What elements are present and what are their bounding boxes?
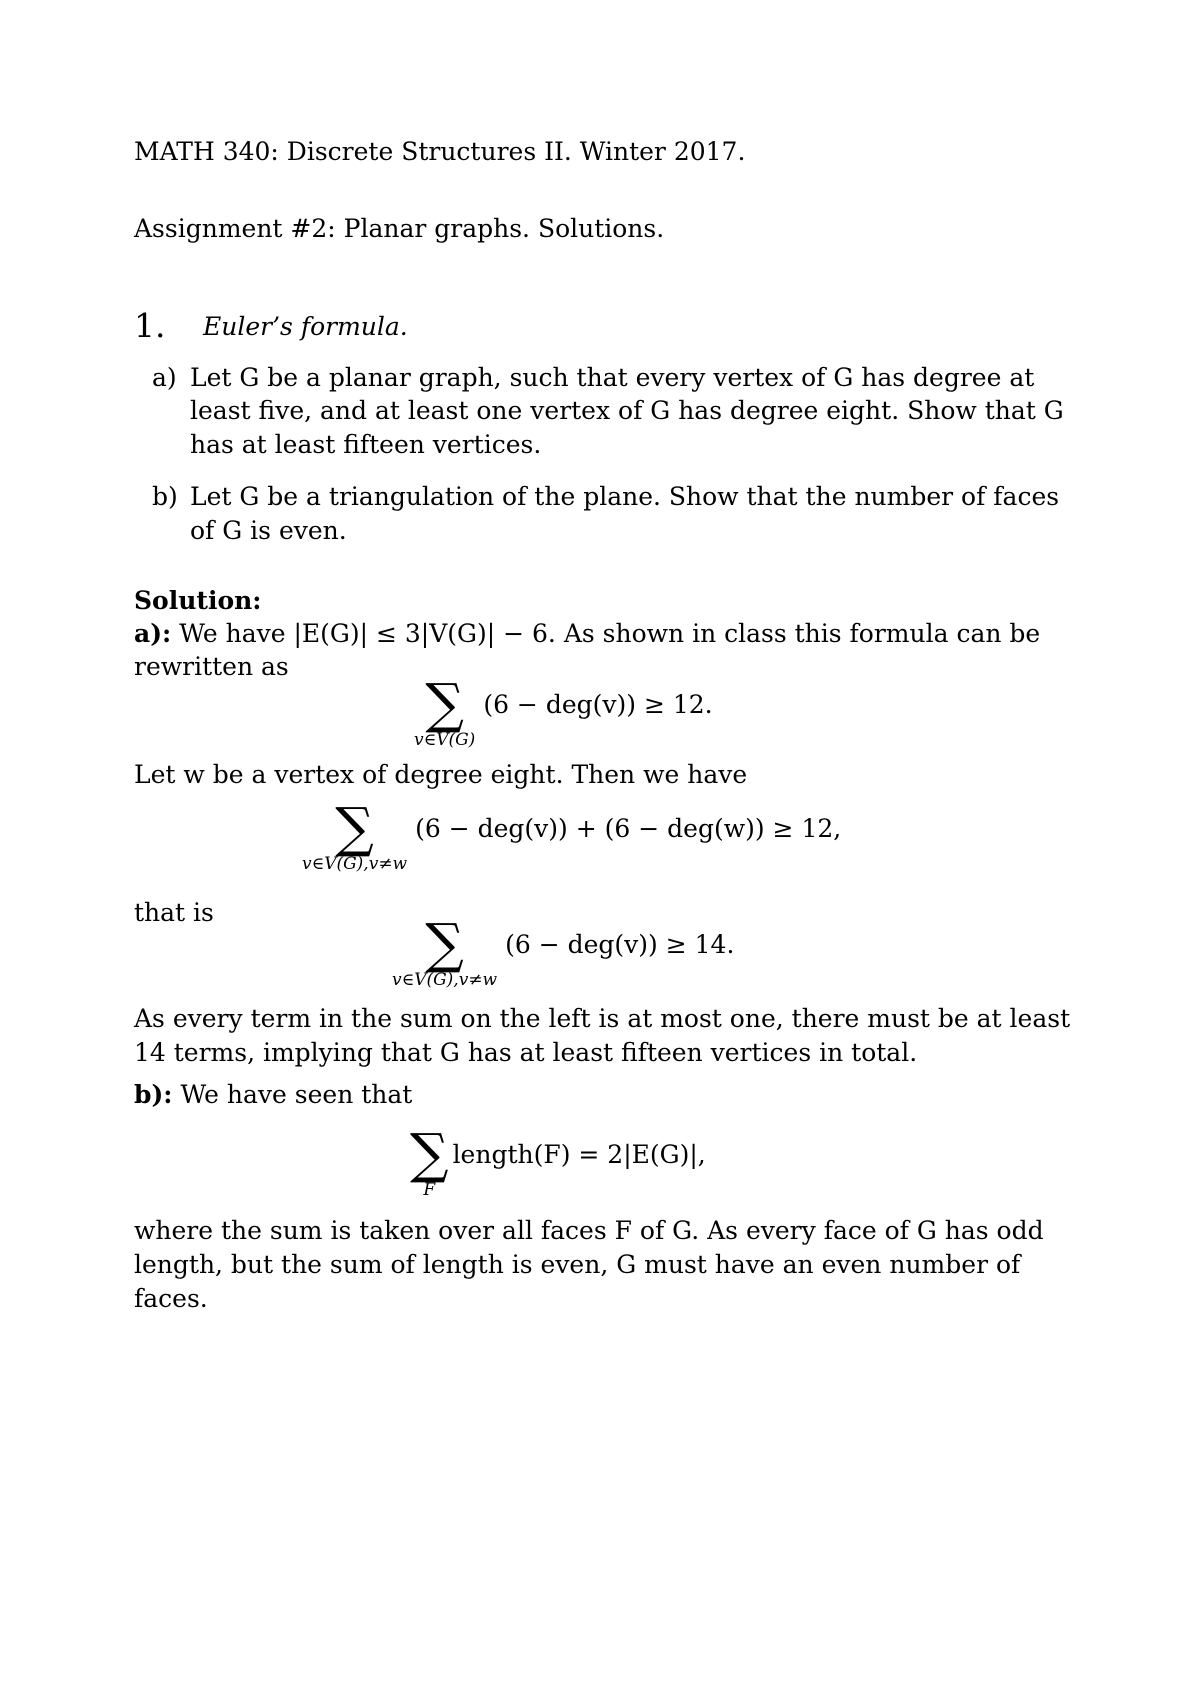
course-title: MATH 340: Discrete Structures II. Winter 2017. (134, 137, 746, 166)
equation-3 (392, 912, 735, 990)
solution-a-line-5: As every term in the sum on the left is at most one, there must be at least (134, 1004, 1071, 1033)
problem-number: 1. (134, 306, 166, 345)
equation-2-sum: ∑ (335, 796, 374, 859)
solution-a-line-1 (134, 619, 1040, 649)
solution-b-label: b): (134, 1080, 173, 1109)
solution-a-line-4: that is (134, 898, 214, 927)
problem-title: Euler’s formula. (203, 312, 408, 341)
equation-1-expression: (6 − deg(v)) ≥ 12. (483, 690, 713, 719)
solution-b-line-2: where the sum is taken over all faces F of G. As every face of G has odd (134, 1216, 1044, 1245)
equation-2 (302, 796, 842, 874)
solution-a-line-3: Let w be a vertex of degree eight. Then we have (134, 760, 748, 789)
part-b-line-2: of G is even. (190, 516, 347, 545)
equation-1 (414, 672, 713, 750)
solution-a-line-6: 14 terms, implying that G has at least fifteen vertices in total. (134, 1038, 918, 1067)
equation-4-expression: length(F) = 2|E(G)|, (452, 1140, 706, 1169)
equation-2-subscript: v∈V(G),v≠w (302, 854, 408, 874)
equation-1-sum: ∑ (425, 672, 464, 735)
equation-1-subscript: v∈V(G) (414, 730, 476, 750)
equation-3-sum: ∑ (425, 912, 464, 975)
assignment-title: Assignment #2: Planar graphs. Solutions. (134, 214, 665, 243)
solution-a-text-1: We have |E(G)| ≤ 3|V(G)| − 6. As shown in class this formula can be (179, 619, 1041, 648)
solution-b-line-4: faces. (134, 1284, 208, 1313)
solution-b-text-1: We have seen that (180, 1080, 413, 1109)
solution-a-line-2: rewritten as (134, 652, 289, 681)
part-b-label: b) (152, 482, 178, 511)
part-a-line-2: least five, and at least one vertex of G has degree eight. Show that G (190, 396, 1064, 425)
equation-4 (410, 1122, 706, 1200)
part-a-line-3: has at least fifteen vertices. (190, 430, 542, 459)
part-b-line-1: Let G be a triangulation of the plane. Show that the number of faces (190, 482, 1060, 511)
solution-b-line-3: length, but the sum of length is even, G must have an even number of (134, 1250, 1021, 1279)
solution-b-line-1 (134, 1080, 412, 1110)
equation-4-sum: ∑ (410, 1122, 449, 1185)
solution-heading: Solution: (134, 586, 262, 615)
part-a-label: a) (152, 363, 177, 392)
equation-3-expression: (6 − deg(v)) ≥ 14. (505, 930, 735, 959)
equation-4-subscript: F (423, 1180, 436, 1200)
equation-2-expression: (6 − deg(v)) + (6 − deg(w)) ≥ 12, (415, 814, 842, 843)
part-a-line-1: Let G be a planar graph, such that every vertex of G has degree at (190, 363, 1035, 392)
solution-a-label: a): (134, 619, 172, 648)
equation-3-subscript: v∈V(G),v≠w (392, 970, 498, 990)
